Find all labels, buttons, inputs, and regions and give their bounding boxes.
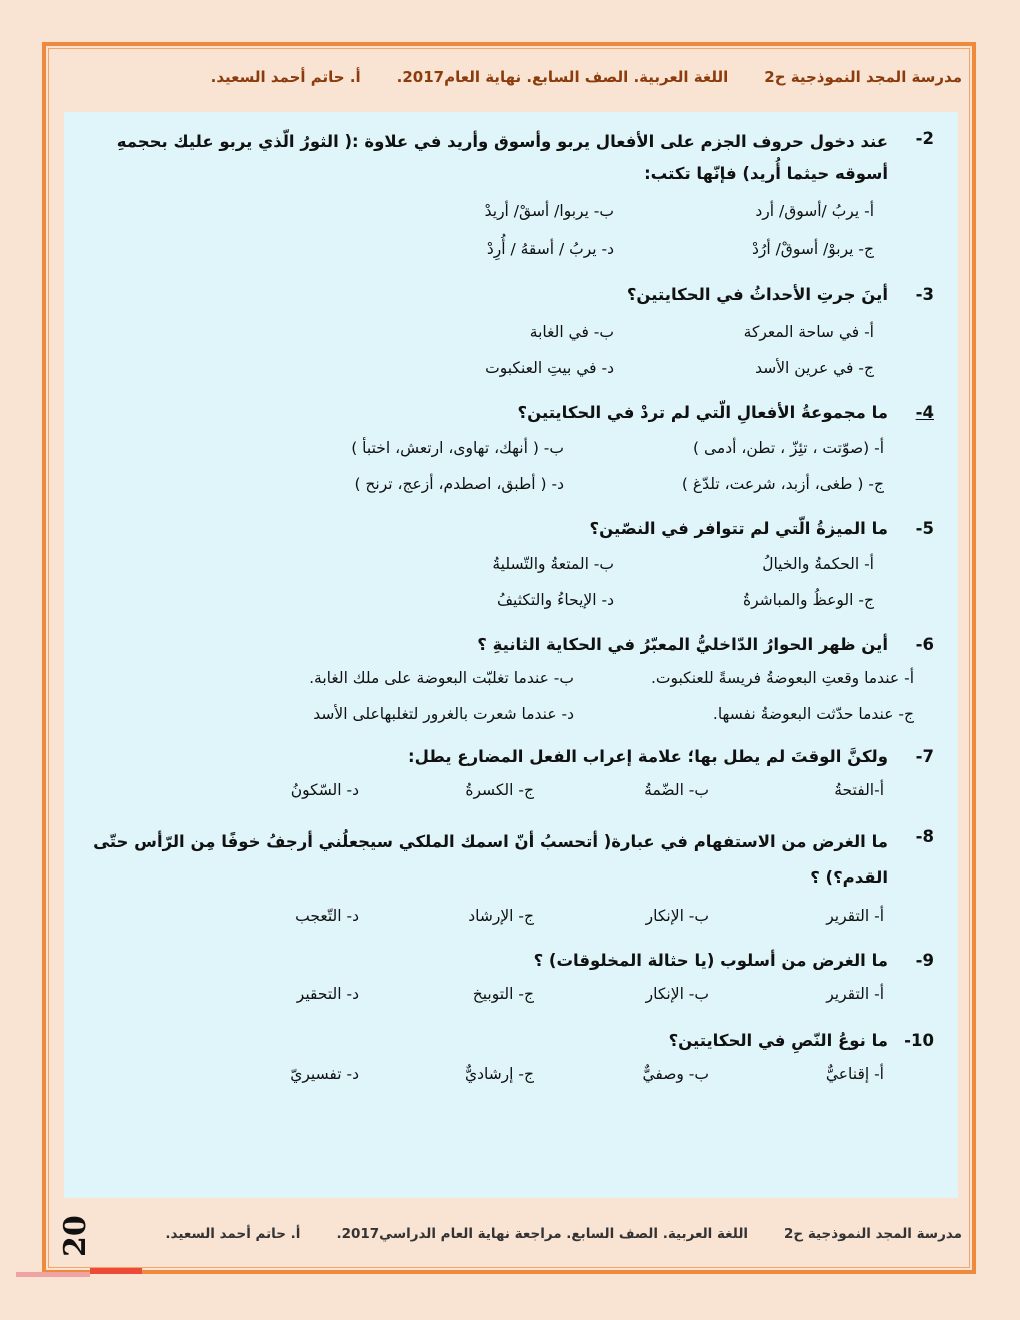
page-footer (165, 1226, 962, 1250)
header-teacher: أ. حاتم أحمد السعيد. (210, 68, 361, 86)
option-a: أ- يربُ /أسوق/ أرد (755, 202, 874, 220)
option-d: د- السّكونُ (290, 781, 359, 799)
footer-teacher: أ. حاتم أحمد السعيد. (165, 1226, 301, 1242)
question-number: 10- (904, 1031, 934, 1050)
option-b: ب- في الغابة (529, 323, 614, 341)
option-a: أ- إقناعيٌّ (825, 1065, 884, 1083)
question-8 (84, 824, 934, 934)
question-9 (84, 948, 934, 1012)
question-5 (84, 516, 934, 618)
question-number: 7- (915, 747, 934, 766)
option-a: أ- التقرير (826, 985, 884, 1003)
question-number: 2- (915, 129, 934, 148)
question-number: 5- (915, 519, 934, 538)
option-c: ج- يربوْ/ أسوقْ/ أرُدْ (751, 240, 874, 258)
page-header (210, 68, 962, 96)
footer-subject: اللغة العربية. الصف السابع. مراجعة نهاية العام الدراسي2017. (336, 1226, 749, 1242)
option-a: أ- الحكمةُ والخيالُ (762, 555, 874, 573)
question-text: ما الغرض من أسلوب (يا حثالة المخلوقات) ؟ (533, 951, 888, 970)
option-b: ب- الإنكار (645, 985, 709, 1003)
option-b: ب- يربوا/ أسقْ/ أريدْ (484, 202, 614, 220)
option-d: د- تفسيريّ (290, 1065, 359, 1083)
footer-school: مدرسة المجد النموذجية ح2 (784, 1226, 962, 1242)
option-d: د- ( أطبق، اصطدم، أزعج، ترنح ) (354, 475, 564, 493)
option-b: ب- المتعةُ والتّسليةُ (492, 555, 614, 573)
question-number: 4- (915, 403, 934, 422)
option-c: ج- عندما حدّثت البعوضةُ نفسها. (712, 705, 914, 723)
option-b: ب- الإنكار (645, 907, 709, 925)
question-text: أين ظهر الحوارُ الدّاخليُّ المعبّرُ في الحكاية الثانيةِ ؟ (477, 635, 888, 654)
question-number: 6- (915, 635, 934, 654)
page-number: 20 (58, 1215, 93, 1257)
question-7 (84, 744, 934, 808)
option-a: أ-الفتحةُ (834, 781, 884, 799)
option-d: د- الإيحاءُ والتكثيفُ (497, 591, 614, 609)
question-text: ولكنَّ الوقتَ لم يطل بها؛ علامة إعراب الفعل المضارع يطل: (407, 747, 888, 766)
question-10 (84, 1028, 934, 1092)
option-b: ب- وصفيٌّ (642, 1065, 709, 1083)
option-d: د- في بيتِ العنكبوت (485, 359, 614, 377)
question-6 (84, 632, 934, 732)
question-text: ما نوعُ النّصِ في الحكايتين؟ (668, 1031, 888, 1050)
question-number: 3- (915, 285, 934, 304)
header-subject: اللغة العربية. الصف السابع. نهاية العام2017. (396, 68, 729, 86)
option-c: ج- في عرين الأسد (755, 359, 874, 377)
footer-accent-bar-light (16, 1272, 90, 1277)
option-b: ب- ( أنهك، تهاوى، ارتعش، اختبأ ) (351, 439, 564, 457)
option-d: د- عندما شعرت بالغرور لتغلبهاعلى الأسد (313, 705, 574, 723)
question-text: ما الغرض من الاستفهام في عبارة( أتحسبُ أنّ اسمك الملكي سيجعلُني أرجفُ خوفًا مِن الرّأس حتّى القدم؟) ؟ (93, 832, 888, 887)
option-d: د- يربُ / أسقهُ / أُرِدْ (486, 240, 614, 258)
question-text: ما الميزةُ الّتي لم تتوافر في النصّين؟ (589, 519, 888, 538)
question-4 (84, 400, 934, 502)
question-2 (84, 126, 934, 268)
option-c: ج- التوبيخ (472, 985, 534, 1003)
question-text: أينَ جرتِ الأحداثُ في الحكايتين؟ (626, 285, 888, 304)
question-text: ما مجموعةُ الأفعالِ الّتي لم تردْ في الحكايتين؟ (517, 403, 888, 422)
option-b: ب- عندما تغلبّت البعوضة على ملك الغابة. (309, 669, 574, 687)
questions-panel (64, 112, 958, 1198)
question-number: 8- (915, 827, 934, 846)
option-c: ج- الإرشاد (468, 907, 534, 925)
option-a: أ- في ساحة المعركة (743, 323, 874, 341)
option-c: ج- ( طغى، أزبد، شرعت، تلدّغ ) (681, 475, 884, 493)
option-a: أ- عندما وقعتِ البعوضةُ فريسةً للعنكبوت. (650, 669, 914, 687)
question-number: 9- (915, 951, 934, 970)
option-c: ج- الكسرةُ (465, 781, 534, 799)
footer-accent-bar-red (90, 1268, 142, 1274)
option-a: أ- التقرير (826, 907, 884, 925)
option-a: أ- (صوّتت ، تئِزّ ، تطن، أدمى ) (693, 439, 884, 457)
option-d: د- التّعجب (295, 907, 359, 925)
question-3 (84, 282, 934, 386)
option-b: ب- الضّمةُ (644, 781, 709, 799)
option-c: ج- إرشاديٌّ (464, 1065, 534, 1083)
header-school: مدرسة المجد النموذجية ح2 (764, 68, 962, 86)
option-d: د- التحقير (296, 985, 359, 1003)
question-text: عند دخول حروف الجزم على الأفعال يربو وأسوق وأريد في علاوة :( الثورُ الّذي يربو عليك بحجمهِ أسوقه حيثما أُريد) فإنّها تكتب: (116, 132, 888, 183)
option-c: ج- الوعظُ والمباشرةُ (743, 591, 874, 609)
